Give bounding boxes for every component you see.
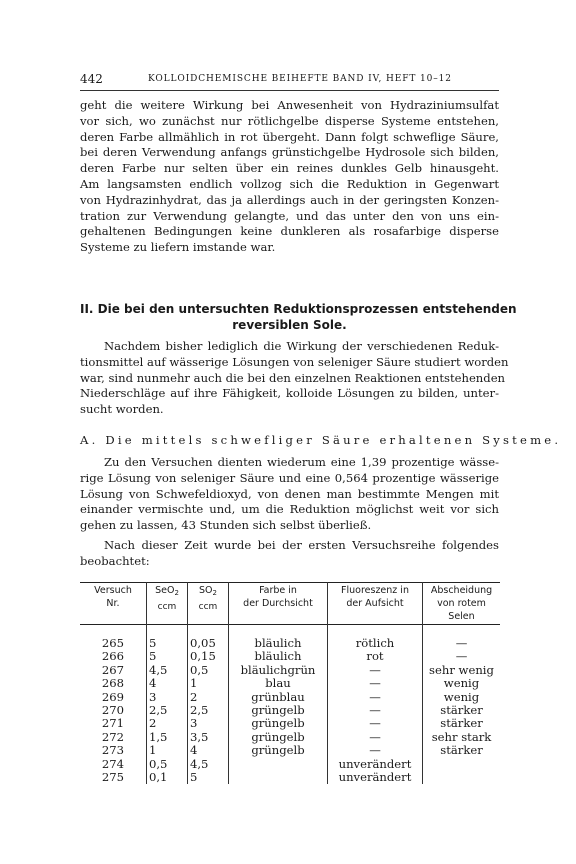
section-title-line: II. Die bei den untersuchten Reduktionsprozessen entstehenden	[80, 302, 517, 316]
text-line: sucht worden.	[80, 402, 164, 417]
header-seo2	[147, 583, 188, 625]
header-text: Fluoreszenz in	[341, 585, 409, 596]
table-row	[80, 744, 500, 757]
cell-nr: 270	[101, 703, 125, 718]
cell-seo: 2,5	[147, 704, 188, 717]
cell-fluo: rot	[328, 650, 423, 663]
text-line: Zu den Versuchen dienten wiederum eine 1,39 prozentige wässe-	[104, 455, 499, 469]
cell-fluo: —	[328, 704, 423, 717]
cell-so: 3	[188, 717, 229, 730]
section-title-line: reversiblen Sole.	[232, 317, 347, 332]
header-abscheidung	[423, 583, 501, 625]
header-text: Farbe in	[259, 585, 297, 596]
cell-fluo: —	[328, 744, 423, 757]
cell-farbe	[229, 758, 328, 771]
cell-fluo: rötlich	[328, 637, 423, 650]
table-header-row	[80, 583, 500, 625]
text-line: rige Lösung von seleniger Säure und eine 0,564 prozentige wässerige	[80, 470, 499, 485]
header-text: von rotem Selen	[437, 598, 486, 622]
header-text: der Aufsicht	[346, 598, 404, 609]
cell-so: 3,5	[188, 731, 229, 744]
text-line: Nach dieser Zeit wurde bei der ersten Versuchsreihe folgendes	[104, 538, 499, 552]
text-line: Am langsamsten endlich vollzog sich die Reduktion in Gegenwart	[80, 176, 499, 191]
cell-ab: sehr stark	[423, 731, 501, 744]
header-text: Nr.	[106, 598, 120, 609]
cell-nr: 273	[101, 743, 125, 758]
text-line: einander vermischte und, um die Reduktion möglichst weit vor sich	[80, 502, 499, 517]
cell-nr: 267	[101, 662, 125, 677]
cell-farbe: grüngelb	[229, 731, 328, 744]
cell-nr: 269	[101, 689, 125, 704]
text-line: Lösung von Schwefeldioxyd, von denen man bestimmte Mengen mit	[80, 486, 499, 501]
header-fluoreszenz	[328, 583, 423, 625]
cell-seo: 4	[147, 677, 188, 690]
cell-ab: —	[423, 637, 501, 650]
cell-nr: 265	[101, 636, 125, 650]
cell-fluo: —	[328, 717, 423, 730]
header-unit: ccm	[198, 602, 218, 612]
cell-fluo: —	[328, 691, 423, 704]
paragraph-4	[80, 538, 499, 570]
cell-ab: wenig	[423, 677, 501, 690]
text-line: deren Farbe nur selten über ein reines dunkles Gelb hinausgeht.	[80, 161, 499, 176]
text-line: beobachtet:	[80, 553, 150, 568]
text-line: war, sind nunmehr auch die bei den einzelnen Reaktionen entstehenden	[80, 370, 506, 385]
table-row	[80, 664, 500, 677]
header-unit: ccm	[157, 602, 177, 612]
cell-nr: 268	[101, 676, 125, 691]
table-row	[80, 758, 500, 771]
table-row	[80, 637, 500, 650]
table-row	[80, 691, 500, 704]
cell-so: 1	[188, 677, 229, 690]
cell-so: 0,05	[188, 637, 229, 650]
cell-fluo: —	[328, 664, 423, 677]
text-line: Nachdem bisher lediglich die Wirkung der verschiedenen Reduk-	[104, 339, 499, 353]
text-line: geht die weitere Wirkung bei Anwesenheit von Hydraziniumsulfat	[80, 98, 499, 112]
cell-seo: 5	[147, 650, 188, 663]
header-text: der Durchsicht	[243, 598, 313, 609]
paragraph-1	[80, 98, 499, 256]
text-line: tration zur Verwendung gelangte, und das unter den von uns ein-	[80, 208, 499, 223]
cell-ab: stärker	[423, 717, 501, 730]
table-row	[80, 650, 500, 663]
cell-farbe: blau	[229, 677, 328, 690]
cell-fluo: —	[328, 677, 423, 690]
cell-fluo: unverändert	[328, 758, 423, 771]
cell-so: 4	[188, 744, 229, 757]
table-row	[80, 717, 500, 730]
section-title	[80, 302, 517, 334]
cell-so: 0,15	[188, 650, 229, 663]
header-text: Abscheidung	[430, 585, 493, 596]
cell-ab: stärker	[423, 744, 501, 757]
text-line: deren Farbe allmählich in rot übergeht. Dann folgt schweflige Säure,	[80, 129, 499, 144]
cell-so: 5	[188, 771, 229, 784]
cell-farbe: bläulich	[229, 637, 328, 650]
cell-seo: 0,5	[147, 758, 188, 771]
cell-farbe: bläulichgrün	[229, 664, 328, 677]
table-row	[80, 677, 500, 690]
cell-farbe: bläulich	[229, 650, 328, 663]
cell-ab: —	[423, 650, 501, 663]
header-farbe	[229, 583, 328, 625]
text-line: von Hydrazinhydrat, das ja allerdings auch in der geringsten Konzen-	[80, 192, 499, 207]
cell-seo: 0,1	[147, 771, 188, 784]
header-versuch-nr	[80, 583, 147, 625]
cell-so: 4,5	[188, 758, 229, 771]
table-row	[80, 771, 500, 784]
cell-nr: 275	[101, 770, 125, 785]
page-number: 442	[80, 72, 103, 86]
text-line: gehen zu lassen, 43 Stunden sich selbst überließ.	[80, 518, 372, 533]
cell-farbe: grüngelb	[229, 717, 328, 730]
cell-seo: 1	[147, 744, 188, 757]
paragraph-2	[80, 339, 509, 418]
paragraph-3	[80, 455, 499, 534]
cell-fluo: —	[328, 731, 423, 744]
table-row	[80, 704, 500, 717]
cell-farbe: grüngelb	[229, 744, 328, 757]
subscript: 2	[174, 589, 179, 597]
text-line: Systeme zu liefern imstande war.	[80, 240, 276, 255]
cell-seo: 1,5	[147, 731, 188, 744]
text-line: bei deren Verwendung anfangs grünstichgelbe Hydrosole sich bilden,	[80, 145, 499, 160]
cell-ab	[423, 758, 501, 771]
cell-nr: 271	[101, 716, 125, 731]
cell-nr: 274	[101, 756, 125, 771]
cell-ab: stärker	[423, 704, 501, 717]
text-line: vor sich, wo zunächst nur rötlichgelbe disperse Systeme entstehen,	[80, 113, 499, 128]
cell-seo: 2	[147, 717, 188, 730]
header-text: SeO	[155, 585, 175, 596]
cell-seo: 3	[147, 691, 188, 704]
cell-seo: 5	[147, 637, 188, 650]
cell-ab: wenig	[423, 691, 501, 704]
header-so2	[188, 583, 229, 625]
cell-so: 2,5	[188, 704, 229, 717]
header-text: SO	[199, 585, 213, 596]
text-line: gehaltenen Bedingungen keine dunkleren als rosafarbige disperse	[80, 224, 499, 239]
cell-so: 2	[188, 691, 229, 704]
text-line: tionsmittel auf wässerige Lösungen von seleniger Säure studiert worden	[80, 354, 509, 369]
header-rule	[80, 90, 499, 91]
cell-fluo: unverändert	[328, 771, 423, 784]
cell-so: 0,5	[188, 664, 229, 677]
subscript: 2	[212, 589, 217, 597]
text-line: Niederschläge auf ihre Fähigkeit, kolloide Lösungen zu bilden, unter-	[80, 386, 499, 401]
subsection-title: A. Die mittels schwefliger Säure erhaltenen Systeme.	[80, 433, 562, 447]
cell-ab: sehr wenig	[423, 664, 501, 677]
results-table	[80, 582, 500, 784]
running-title: KOLLOIDCHEMISCHE BEIHEFTE BAND IV, HEFT 10–12	[148, 74, 452, 84]
cell-farbe	[229, 771, 328, 784]
cell-farbe: grüngelb	[229, 704, 328, 717]
cell-nr: 272	[101, 729, 125, 744]
header-text: Versuch	[94, 585, 132, 596]
cell-nr: 266	[101, 649, 125, 664]
cell-ab	[423, 771, 501, 784]
cell-farbe: grünblau	[229, 691, 328, 704]
table-row	[80, 731, 500, 744]
cell-seo: 4,5	[147, 664, 188, 677]
